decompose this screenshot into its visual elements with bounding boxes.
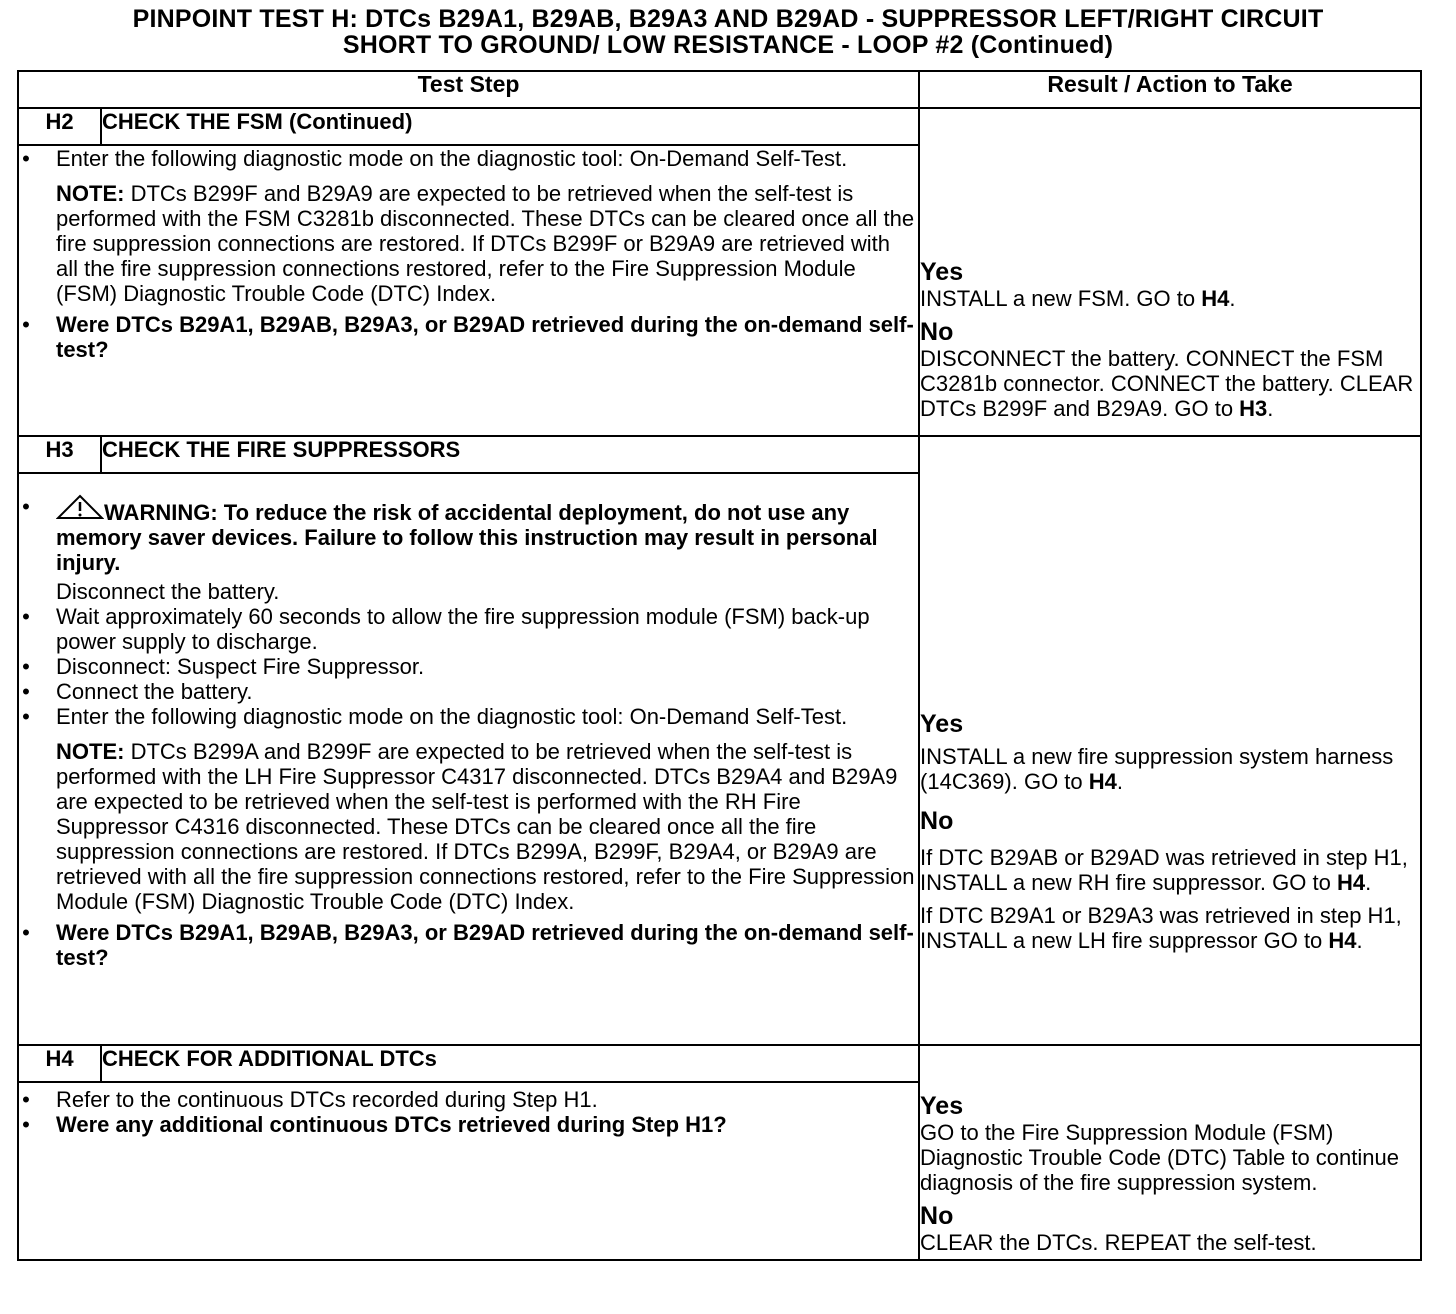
disconnect-battery-text: Disconnect the battery. (56, 579, 280, 604)
question-h3: • Were DTCs B29A1, B29AB, B29A3, or B29AD retrieved during the on-demand self-test? (22, 920, 914, 970)
table-header-row (18, 71, 1421, 108)
result-h2-no-text: DISCONNECT the battery. CONNECT the FSM C3281b connector. CONNECT the battery. CLEAR DTCs B299F and B29A9. GO to H3. (920, 346, 1414, 421)
page-title (0, 6, 1456, 58)
question-h2: • Were DTCs B29A1, B29AB, B29A3, or B29AD retrieved during the on-demand self-test? (22, 312, 914, 362)
result-h4-no-label: No (920, 1202, 954, 1230)
step-h3-body (18, 473, 919, 1045)
title-line-1: PINPOINT TEST H: DTCs B29A1, B29AB, B29A3 AND B29AD - SUPPRESSOR LEFT/RIGHT CIRCUIT (132, 5, 1324, 33)
list-item: • Wait approximately 60 seconds to allow the fire suppression module (FSM) back-up power supply to discharge. (22, 604, 870, 654)
result-h4-yes-text: GO to the Fire Suppression Module (FSM) Diagnostic Trouble Code (DTC) Table to continue diagnosis of the fire suppression system. (920, 1120, 1399, 1195)
step-id-h2: H2 (18, 108, 101, 145)
result-h2-yes-label: Yes (920, 258, 964, 286)
pinpoint-test-table (17, 70, 1422, 1261)
result-h2-no-label: No (920, 318, 954, 346)
list-item: • Refer to the continuous DTCs recorded during Step H1. (22, 1087, 598, 1112)
step-title-h3: CHECK THE FIRE SUPPRESSORS (101, 436, 919, 473)
result-h2 (919, 108, 1421, 436)
title-line-2: SHORT TO GROUND/ LOW RESISTANCE - LOOP #2 (Continued) (342, 31, 1114, 59)
result-h4 (919, 1045, 1421, 1260)
result-h4-no-text: CLEAR the DTCs. REPEAT the self-test. (920, 1230, 1317, 1255)
result-h3-yes-label: Yes (920, 710, 964, 738)
warning-h3: • WARNING: To reduce the risk of accidental deployment, do not use any memory saver devices. Failure to follow this instruction may result in personal injury. (22, 494, 878, 575)
result-h3-no-label: No (920, 807, 954, 835)
list-item: • Enter the following diagnostic mode on the diagnostic tool: On-Demand Self-Test. (22, 704, 848, 729)
question-h4: • Were any additional continuous DTCs retrieved during Step H1? (22, 1112, 727, 1137)
header-result-action: Result / Action to Take (919, 71, 1421, 108)
step-title-h4: CHECK FOR ADDITIONAL DTCs (101, 1045, 919, 1082)
result-h2-yes-text: INSTALL a new FSM. GO to H4. (920, 286, 1236, 311)
note-h2: NOTE: DTCs B299F and B29A9 are expected to be retrieved when the self-test is performed with the FSM C3281b disconnected. These DTCs can be cleared once all the fire suppression connections are restored. If DTCs B299F or B29A9 are retrieved with all the fire suppression connections restored, refer to the Fire Suppression Module (FSM) Diagnostic Trouble Code (DTC) Index. (56, 181, 915, 306)
list-item: • Enter the following diagnostic mode on the diagnostic tool: On-Demand Self-Test. (22, 146, 848, 171)
step-title-h2: CHECK THE FSM (Continued) (101, 108, 919, 145)
note-h3: NOTE: DTCs B299A and B299F are expected to be retrieved when the self-test is performed with the LH Fire Suppressor C4317 disconnected. DTCs B29A4 and B29A9 are expected to be retrieved when the self-test is performed with the RH Fire Suppressor C4316 disconnected. These DTCs can be cleared once all the fire suppression connections are restored. If DTCs B299A, B299F, B29A4, or B29A9 are retrieved with all the fire suppression connections restored, refer to the Fire Suppression Module (FSM) Diagnostic Trouble Code (DTC) Index. (56, 739, 915, 914)
result-h3-no-text-2: If DTC B29A1 or B29A3 was retrieved in step H1, INSTALL a new LH fire suppressor GO to H4. (920, 903, 1402, 953)
result-h3-yes-text: INSTALL a new fire suppression system harness (14C369). GO to H4. (920, 744, 1394, 794)
result-h3-no-text-1: If DTC B29AB or B29AD was retrieved in step H1, INSTALL a new RH fire suppressor. GO to H4. (920, 845, 1408, 895)
step-h3-title-row (18, 436, 1421, 473)
step-h4-title-row (18, 1045, 1421, 1082)
step-id-h3: H3 (18, 436, 101, 473)
step-h2-body (18, 145, 919, 436)
header-test-step: Test Step (18, 71, 919, 108)
list-item: • Connect the battery. (22, 679, 253, 704)
step-h4-body (18, 1082, 919, 1260)
result-h4-yes-label: Yes (920, 1092, 964, 1120)
warning-triangle-icon (56, 500, 104, 525)
result-h3 (919, 436, 1421, 1045)
list-item: • Disconnect: Suspect Fire Suppressor. (22, 654, 425, 679)
step-id-h4: H4 (18, 1045, 101, 1082)
step-h2-title-row (18, 108, 1421, 145)
